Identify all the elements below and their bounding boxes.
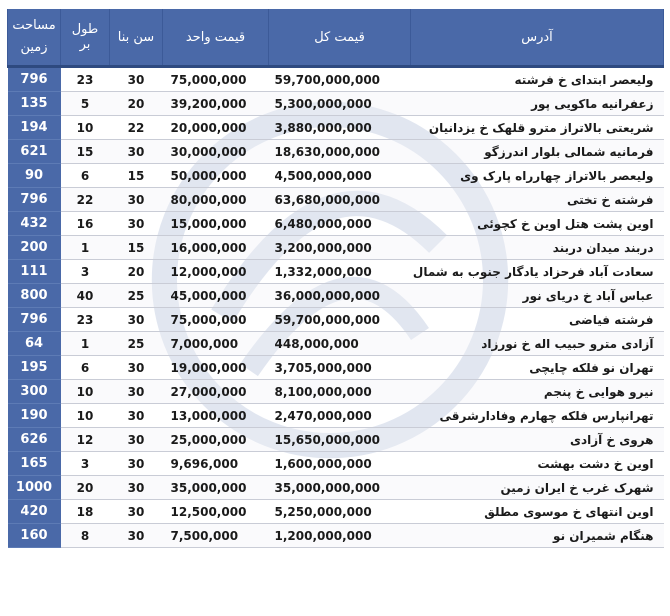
cell-total-price: 35,000,000,000 — [269, 476, 411, 500]
cell-unit-price: 50,000,000 — [163, 164, 269, 188]
cell-unit-price: 75,000,000 — [163, 67, 269, 92]
header-land-area-line2: زمین — [20, 40, 48, 55]
cell-land-area: 300 — [8, 380, 61, 404]
cell-total-price: 3,880,000,000 — [269, 116, 411, 140]
cell-frontage: 6 — [61, 164, 110, 188]
cell-unit-price: 25,000,000 — [163, 428, 269, 452]
cell-building-age: 30 — [110, 500, 163, 524]
cell-address: ولیعصر بالاتراز چهارراه پارک وی — [411, 164, 664, 188]
cell-address: شریعتی بالاتراز مترو قلهک خ یزدانیان — [411, 116, 664, 140]
cell-land-area: 64 — [8, 332, 61, 356]
cell-unit-price: 9,696,000 — [163, 452, 269, 476]
table-row — [8, 116, 664, 140]
cell-unit-price: 16,000,000 — [163, 236, 269, 260]
table-row — [8, 500, 664, 524]
cell-land-area: 432 — [8, 212, 61, 236]
cell-unit-price: 80,000,000 — [163, 188, 269, 212]
table-row — [8, 67, 664, 92]
header-frontage: طول بر — [61, 9, 110, 67]
cell-address: اوین خ دشت بهشت — [411, 452, 664, 476]
cell-frontage: 3 — [61, 260, 110, 284]
cell-frontage: 20 — [61, 476, 110, 500]
cell-building-age: 30 — [110, 188, 163, 212]
cell-land-area: 160 — [8, 524, 61, 548]
cell-land-area: 796 — [8, 188, 61, 212]
cell-frontage: 22 — [61, 188, 110, 212]
cell-land-area: 796 — [8, 308, 61, 332]
cell-address: نیرو هوایی خ پنجم — [411, 380, 664, 404]
cell-address: اوین انتهای خ موسوی مطلق — [411, 500, 664, 524]
table-row — [8, 428, 664, 452]
cell-unit-price: 19,000,000 — [163, 356, 269, 380]
cell-unit-price: 20,000,000 — [163, 116, 269, 140]
cell-total-price: 63,680,000,000 — [269, 188, 411, 212]
cell-building-age: 30 — [110, 404, 163, 428]
cell-total-price: 5,250,000,000 — [269, 500, 411, 524]
table-row — [8, 236, 664, 260]
cell-building-age: 30 — [110, 212, 163, 236]
cell-total-price: 3,705,000,000 — [269, 356, 411, 380]
cell-frontage: 16 — [61, 212, 110, 236]
header-row — [8, 9, 664, 67]
cell-building-age: 30 — [110, 356, 163, 380]
cell-frontage: 8 — [61, 524, 110, 548]
cell-total-price: 1,200,000,000 — [269, 524, 411, 548]
cell-unit-price: 39,200,000 — [163, 92, 269, 116]
table-row — [8, 92, 664, 116]
cell-land-area: 621 — [8, 140, 61, 164]
cell-frontage: 10 — [61, 116, 110, 140]
cell-unit-price: 15,000,000 — [163, 212, 269, 236]
cell-unit-price: 27,000,000 — [163, 380, 269, 404]
cell-unit-price: 35,000,000 — [163, 476, 269, 500]
cell-frontage: 40 — [61, 284, 110, 308]
cell-land-area: 165 — [8, 452, 61, 476]
table-row — [8, 404, 664, 428]
cell-unit-price: 30,000,000 — [163, 140, 269, 164]
table-row — [8, 356, 664, 380]
header-address: آدرس — [411, 9, 664, 67]
cell-land-area: 190 — [8, 404, 61, 428]
cell-total-price: 18,630,000,000 — [269, 140, 411, 164]
table-row — [8, 212, 664, 236]
cell-unit-price: 45,000,000 — [163, 284, 269, 308]
header-land-area — [8, 9, 61, 67]
cell-total-price: 448,000,000 — [269, 332, 411, 356]
land-price-table — [7, 9, 664, 548]
cell-address: دربند میدان دربند — [411, 236, 664, 260]
cell-total-price: 4,500,000,000 — [269, 164, 411, 188]
table-row — [8, 476, 664, 500]
cell-frontage: 6 — [61, 356, 110, 380]
cell-unit-price: 12,000,000 — [163, 260, 269, 284]
header-total-price: قیمت کل — [269, 9, 411, 67]
cell-address: هروی خ آزادی — [411, 428, 664, 452]
header-building-age: سن بنا — [110, 9, 163, 67]
cell-total-price: 3,200,000,000 — [269, 236, 411, 260]
cell-land-area: 135 — [8, 92, 61, 116]
header-unit-price: قیمت واحد — [163, 9, 269, 67]
table-row — [8, 164, 664, 188]
cell-building-age: 30 — [110, 524, 163, 548]
cell-frontage: 23 — [61, 308, 110, 332]
cell-building-age: 30 — [110, 476, 163, 500]
cell-unit-price: 12,500,000 — [163, 500, 269, 524]
cell-unit-price: 75,000,000 — [163, 308, 269, 332]
cell-address: ولیعصر ابتدای خ فرشته — [411, 67, 664, 92]
cell-address: فرشته خ تختی — [411, 188, 664, 212]
cell-land-area: 194 — [8, 116, 61, 140]
cell-building-age: 30 — [110, 428, 163, 452]
cell-frontage: 3 — [61, 452, 110, 476]
cell-frontage: 5 — [61, 92, 110, 116]
cell-total-price: 8,100,000,000 — [269, 380, 411, 404]
cell-building-age: 25 — [110, 332, 163, 356]
cell-total-price: 59,700,000,000 — [269, 308, 411, 332]
cell-building-age: 15 — [110, 236, 163, 260]
cell-land-area: 195 — [8, 356, 61, 380]
cell-address: اوین پشت هتل اوین خ کچوئی — [411, 212, 664, 236]
cell-total-price: 59,700,000,000 — [269, 67, 411, 92]
cell-building-age: 22 — [110, 116, 163, 140]
cell-total-price: 1,600,000,000 — [269, 452, 411, 476]
cell-building-age: 30 — [110, 308, 163, 332]
cell-address: زعفرانیه ماکویی پور — [411, 92, 664, 116]
cell-frontage: 1 — [61, 332, 110, 356]
table-row — [8, 452, 664, 476]
cell-building-age: 30 — [110, 140, 163, 164]
table-row — [8, 308, 664, 332]
cell-frontage: 23 — [61, 67, 110, 92]
cell-land-area: 111 — [8, 260, 61, 284]
cell-building-age: 20 — [110, 92, 163, 116]
cell-land-area: 90 — [8, 164, 61, 188]
cell-frontage: 12 — [61, 428, 110, 452]
table-row — [8, 284, 664, 308]
cell-land-area: 626 — [8, 428, 61, 452]
cell-frontage: 15 — [61, 140, 110, 164]
cell-land-area: 800 — [8, 284, 61, 308]
cell-building-age: 30 — [110, 452, 163, 476]
table-row — [8, 260, 664, 284]
cell-address: تهران نو فلکه چایچی — [411, 356, 664, 380]
cell-frontage: 10 — [61, 380, 110, 404]
table-row — [8, 380, 664, 404]
cell-total-price: 2,470,000,000 — [269, 404, 411, 428]
cell-frontage: 1 — [61, 236, 110, 260]
cell-address: هنگام شمیران نو — [411, 524, 664, 548]
cell-address: سعادت آباد فرحزاد یادگار جنوب به شمال — [411, 260, 664, 284]
cell-total-price: 1,332,000,000 — [269, 260, 411, 284]
cell-address: شهرک غرب خ ایران زمین — [411, 476, 664, 500]
cell-unit-price: 7,000,000 — [163, 332, 269, 356]
table-row — [8, 524, 664, 548]
cell-frontage: 18 — [61, 500, 110, 524]
cell-land-area: 1000 — [8, 476, 61, 500]
cell-address: عباس آباد خ دریای نور — [411, 284, 664, 308]
cell-total-price: 15,650,000,000 — [269, 428, 411, 452]
cell-unit-price: 7,500,000 — [163, 524, 269, 548]
cell-address: فرمانیه شمالی بلوار اندرزگو — [411, 140, 664, 164]
cell-building-age: 30 — [110, 380, 163, 404]
cell-land-area: 420 — [8, 500, 61, 524]
header-land-area-line1: مساحت — [12, 18, 56, 33]
cell-unit-price: 13,000,000 — [163, 404, 269, 428]
cell-total-price: 36,000,000,000 — [269, 284, 411, 308]
table-row — [8, 332, 664, 356]
cell-total-price: 6,480,000,000 — [269, 212, 411, 236]
cell-building-age: 30 — [110, 67, 163, 92]
cell-frontage: 10 — [61, 404, 110, 428]
cell-building-age: 15 — [110, 164, 163, 188]
table-row — [8, 188, 664, 212]
cell-address: فرشته فیاضی — [411, 308, 664, 332]
cell-address: آزادی مترو حبیب اله خ نورزاد — [411, 332, 664, 356]
cell-building-age: 25 — [110, 284, 163, 308]
table-row — [8, 140, 664, 164]
cell-land-area: 796 — [8, 67, 61, 92]
cell-address: تهرانپارس فلکه چهارم وفادارشرقی — [411, 404, 664, 428]
cell-total-price: 5,300,000,000 — [269, 92, 411, 116]
cell-building-age: 20 — [110, 260, 163, 284]
cell-land-area: 200 — [8, 236, 61, 260]
